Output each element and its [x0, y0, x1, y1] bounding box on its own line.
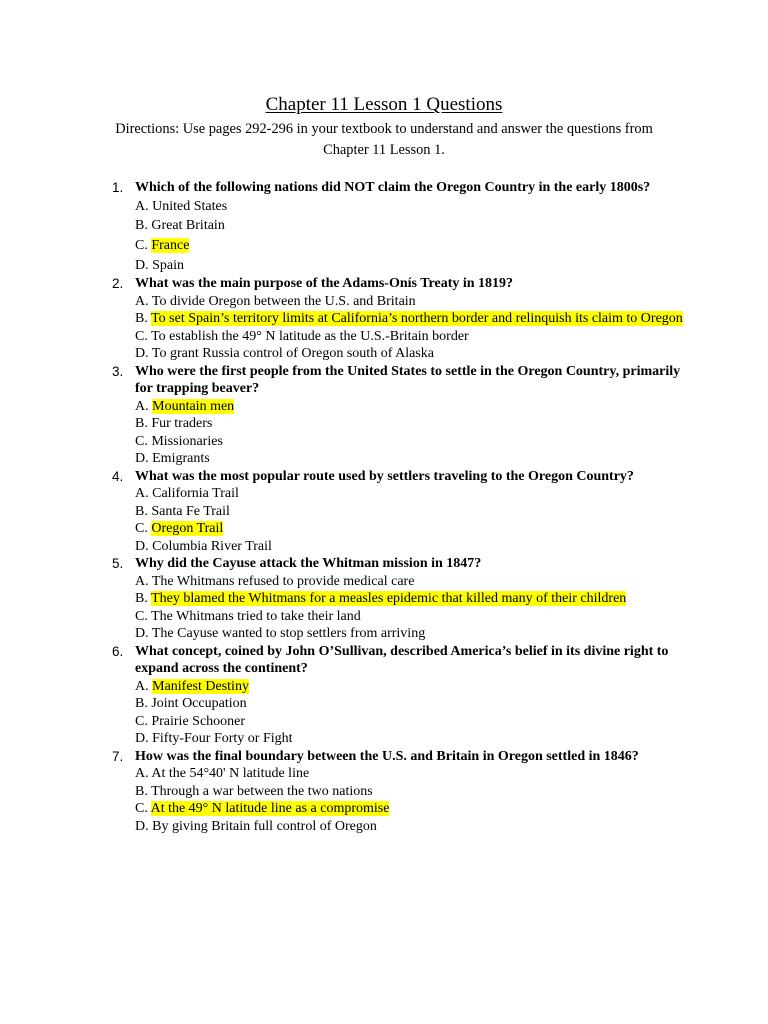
option-letter: B.	[135, 416, 148, 432]
option-letter: D.	[135, 626, 149, 642]
option-letter: A.	[135, 293, 149, 309]
option-text: At the 54°40' N latitude line	[151, 766, 310, 782]
answer-option	[135, 573, 688, 591]
highlighted-answer-text: Manifest Destiny	[152, 678, 249, 694]
answer-option	[135, 415, 688, 433]
question-text: Who were the first people from the United States to settle in the Oregon Country, primarily for trapping beaver?	[135, 363, 681, 397]
option-letter: B.	[135, 591, 148, 607]
answer-option	[135, 730, 688, 748]
question-text: How was the final boundary between the U.S. and Britain in Oregon settled in 1846?	[135, 748, 639, 764]
answer-option	[135, 538, 688, 556]
option-letter: A.	[135, 766, 149, 782]
question-item	[108, 555, 688, 643]
question-text: Why did the Cayuse attack the Whitman mission in 1847?	[135, 556, 482, 572]
option-text: The Whitmans refused to provide medical care	[151, 573, 415, 589]
option-letter: D.	[135, 257, 149, 273]
question-number: 2.	[112, 276, 124, 292]
question-number: 1.	[112, 180, 124, 195]
question-text: What was the most popular route used by settlers traveling to the Oregon Country?	[135, 468, 634, 484]
option-text: Through a war between the two nations	[151, 783, 373, 799]
highlighted-answer-text: Oregon Trail	[151, 521, 224, 537]
answer-option	[135, 197, 688, 217]
option-text: The Cayuse wanted to stop settlers from arriving	[151, 626, 426, 642]
option-letter: C.	[135, 521, 148, 537]
answer-options	[135, 293, 688, 363]
option-letter: B.	[135, 503, 148, 519]
option-text: The Whitmans tried to take their land	[151, 608, 361, 624]
option-text: Columbia River Trail	[152, 538, 272, 554]
answer-option	[135, 293, 688, 311]
option-letter: A.	[135, 573, 149, 589]
answer-option	[135, 783, 688, 801]
question-item	[108, 363, 688, 468]
option-text: To establish the 49° N latitude as the U.S.-Britain border	[151, 328, 469, 344]
answer-option-correct	[135, 678, 688, 696]
question-item	[108, 643, 688, 748]
option-letter: B.	[135, 311, 148, 327]
option-letter: A.	[135, 198, 149, 214]
answer-options	[135, 398, 688, 468]
answer-option	[135, 713, 688, 731]
highlighted-answer-text: France	[151, 237, 190, 253]
question-item	[108, 468, 688, 556]
directions-text: Directions: Use pages 292-296 in your textbook to understand and answer the questions from Chapter 11 Lesson 1.	[115, 121, 653, 158]
answer-option	[135, 433, 688, 451]
answer-option	[135, 216, 688, 236]
answer-options	[135, 573, 688, 643]
answer-option-correct	[135, 590, 688, 608]
option-letter: A.	[135, 486, 149, 502]
answer-option	[135, 345, 688, 363]
option-letter: C.	[135, 237, 148, 253]
option-letter: D.	[135, 346, 149, 362]
option-letter: D.	[135, 818, 149, 834]
option-letter: C.	[135, 328, 148, 344]
option-text: Prairie Schooner	[151, 713, 246, 729]
option-text: Great Britain	[151, 218, 225, 234]
answer-option	[135, 256, 688, 276]
answer-options	[135, 197, 688, 276]
option-letter: C.	[135, 713, 148, 729]
option-letter: B.	[135, 783, 148, 799]
question-number: 4.	[112, 468, 124, 484]
question-number: 7.	[112, 748, 124, 764]
option-letter: D.	[135, 451, 149, 467]
answer-option-correct	[135, 800, 688, 818]
answer-option-correct	[135, 520, 688, 538]
option-text: Spain	[152, 257, 185, 273]
answer-option	[135, 765, 688, 783]
option-letter: D.	[135, 731, 149, 747]
option-text: Emigrants	[152, 451, 210, 467]
option-letter: C.	[135, 433, 148, 449]
answer-options	[135, 678, 688, 748]
question-list	[108, 179, 688, 835]
question-text: Which of the following nations did NOT claim the Oregon Country in the early 1800s?	[135, 180, 651, 195]
answer-option-correct	[135, 398, 688, 416]
answer-option	[135, 450, 688, 468]
page-title: Chapter 11 Lesson 1 Questions	[265, 94, 503, 115]
highlighted-answer-text: To set Spain’s territory limits at California’s northern border and relinquish its claim to Oregon	[151, 311, 683, 327]
answer-option-correct	[135, 236, 688, 256]
option-text: United States	[152, 198, 228, 214]
option-letter: A.	[135, 398, 149, 414]
answer-option	[135, 503, 688, 521]
option-letter: D.	[135, 538, 149, 554]
option-letter: B.	[135, 696, 148, 712]
answer-option	[135, 695, 688, 713]
option-text: Joint Occupation	[151, 696, 247, 712]
option-text: Missionaries	[151, 433, 223, 449]
option-letter: C.	[135, 608, 148, 624]
question-text: What was the main purpose of the Adams-Onís Treaty in 1819?	[135, 276, 514, 292]
answer-option	[135, 328, 688, 346]
highlighted-answer-text: Mountain men	[152, 398, 235, 414]
option-letter: C.	[135, 801, 148, 817]
option-text: Santa Fe Trail	[151, 503, 230, 519]
answer-options	[135, 765, 688, 835]
answer-option	[135, 608, 688, 626]
option-letter: B.	[135, 218, 148, 234]
option-text: Fur traders	[151, 416, 213, 432]
highlighted-answer-text: At the 49° N latitude line as a compromise	[150, 801, 390, 817]
question-number: 3.	[112, 363, 124, 379]
option-text: California Trail	[152, 486, 239, 502]
question-item	[108, 275, 688, 363]
question-text: What concept, coined by John O’Sullivan, described America’s belief in its divine right to expand across the continent?	[135, 643, 669, 677]
option-text: To divide Oregon between the U.S. and Britain	[151, 293, 416, 309]
question-item	[108, 748, 688, 836]
question-number: 5.	[112, 556, 124, 572]
highlighted-answer-text: They blamed the Whitmans for a measles epidemic that killed many of their children	[151, 591, 627, 607]
option-letter: A.	[135, 678, 149, 694]
question-item	[108, 179, 688, 275]
answer-option	[135, 485, 688, 503]
answer-options	[135, 485, 688, 555]
option-text: To grant Russia control of Oregon south of Alaska	[151, 346, 434, 362]
answer-option-correct	[135, 310, 688, 328]
option-text: Fifty-Four Forty or Fight	[152, 731, 293, 747]
option-text: By giving Britain full control of Oregon	[152, 818, 377, 834]
answer-option	[135, 625, 688, 643]
question-number: 6.	[112, 643, 124, 659]
answer-option	[135, 818, 688, 836]
